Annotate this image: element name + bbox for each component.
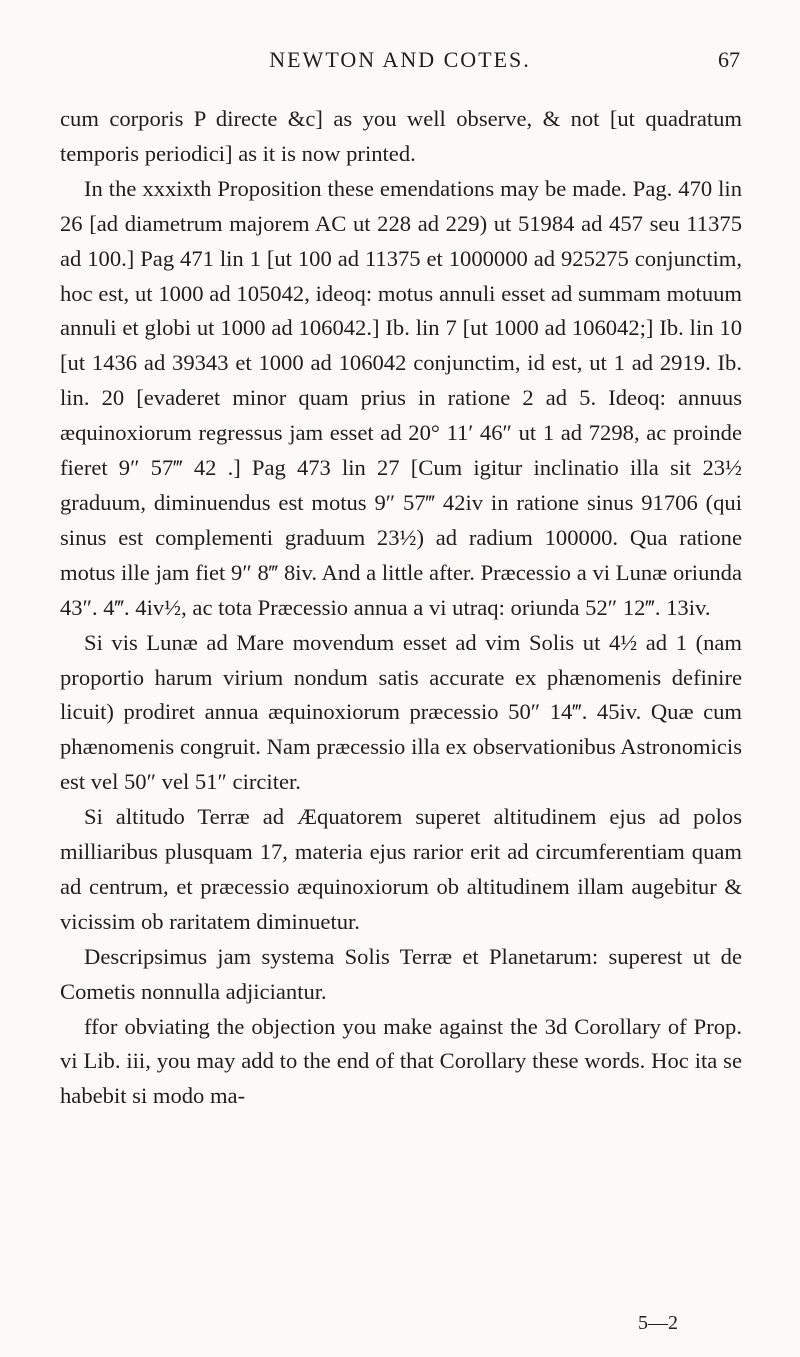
paragraph-3: Si vis Lunæ ad Mare movendum esset ad vim Solis ut 4½ ad 1 (nam proportio harum virium nondum satis accurate ex phænomenis definire licuit) prodiret annua æquinoxiorum præcessio 50″ 14‴. 45iv. Quæ cum phænomenis congruit. Nam præcessio illa ex observationibus Astronomicis est vel 50″ vel 51″ circiter. <box>60 629 742 795</box>
paragraph-1: cum corporis P directe &c] as you well observe, & not [ut quadratum temporis periodici] as it is now printed. <box>60 106 742 166</box>
paragraph-2: In the xxxixth Proposition these emendations may be made. Pag. 470 lin 26 [ad diametrum majorem AC ut 228 ad 229) ut 51984 ad 457 seu 11375 ad 100.] Pag 471 lin 1 [ut 100 ad 11375 et 1000000 ad 925275 conjunctim, hoc est, ut 1000 ad 105042, ideoq: motus annuli esset ad summam motuum annuli et globi ut 1000 ad 106042.] Ib. lin 7 [ut 1000 ad 106042;] Ib. lin 10 [ut 1436 ad 39343 et 1000 ad 106042 conjunctim, id est, ut 1 ad 2919. Ib. lin. 20 [evaderet minor quam prius in ratione 2 ad 5. Ideoq: annuus æquinoxiorum regressus jam esset ad 20° 11′ 46″ ut 1 ad 7298, ac proinde fieret 9″ 57‴ 42 .] Pag 473 lin 27 [Cum igitur inclinatio illa sit 23½ graduum, diminuendus est motus 9″ 57‴ 42iv in ratione sinus 91706 (qui sinus est complementi graduum 23½) ad radium 100000. Qua ratione motus ille jam fiet 9″ 8‴ 8iv. And a little after. Præcessio a vi Lunæ oriunda 43″. 4‴. 4iv½, ac tota Præcessio annua a vi utraq: oriunda 52″ 12‴. 13iv. <box>60 175 742 620</box>
page-number: 67 <box>718 47 740 72</box>
paragraph-4: Si altitudo Terræ ad Æquatorem superet altitudinem ejus ad polos milliaribus plusquam 17, materia ejus rarior erit ad circumferentiam quam ad centrum, et præcessio æquinoxiorum ob altitudinem illam augebitur & vicissim ob raritatem diminuetur. <box>60 804 742 934</box>
signature-mark: 5—2 <box>638 1312 678 1334</box>
running-header <box>60 47 740 77</box>
body-text <box>60 102 742 1114</box>
running-title: NEWTON AND COTES. <box>269 47 531 72</box>
paragraph-5: Descripsimus jam systema Solis Terræ et Planetarum: superest ut de Cometis nonnulla adjiciantur. <box>60 943 742 1004</box>
paragraph-6: ffor obviating the objection you make against the 3d Corollary of Prop. vi Lib. iii, you may add to the end of that Corollary these words. Hoc ita se habebit si modo ma- <box>60 1013 742 1109</box>
